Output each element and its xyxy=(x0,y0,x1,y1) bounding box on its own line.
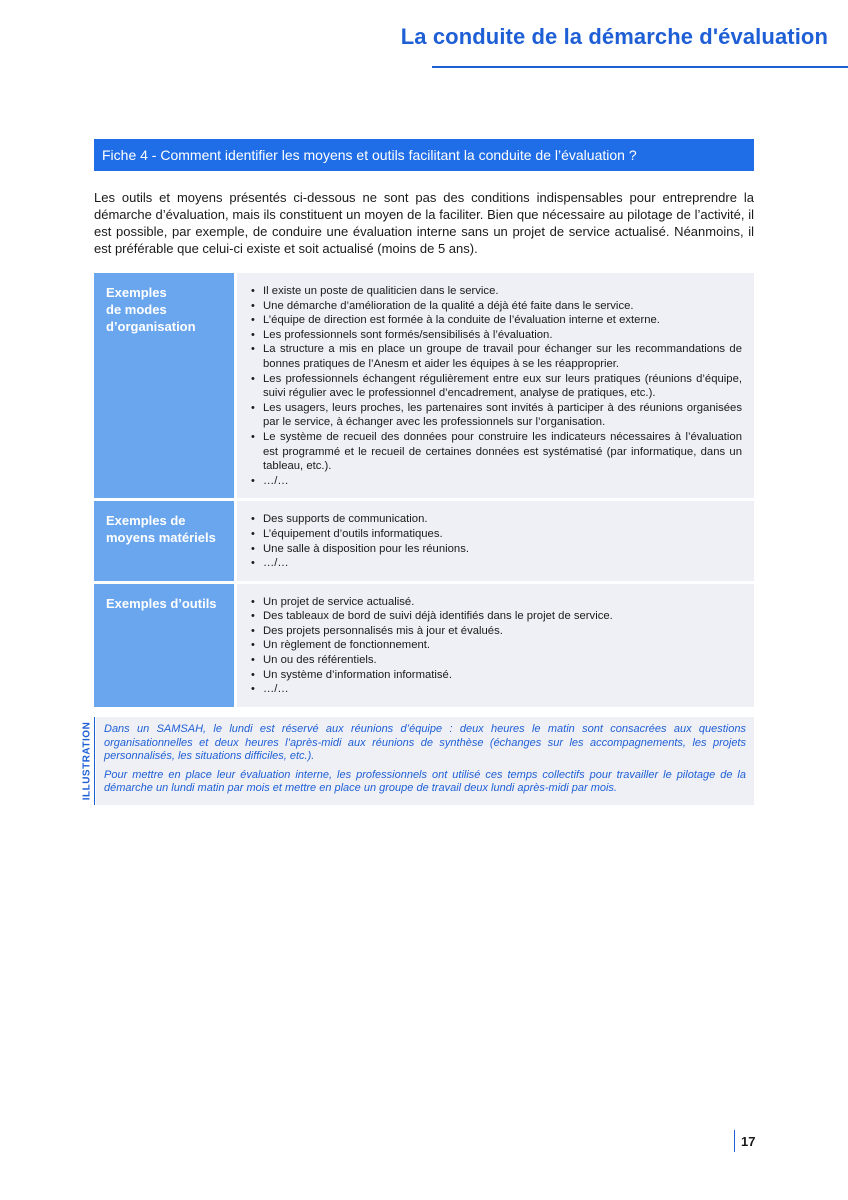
list-item: • Il existe un poste de qualiticien dans le service. xyxy=(249,284,742,299)
list-item: • Des projets personnalisés mis à jour et évalués. xyxy=(249,624,742,639)
bullet-list xyxy=(249,512,742,570)
list-item: • Le système de recueil des données pour construire les indicateurs nécessaires à l’évaluation est programmé et le recueil de certaines données est systématisé (par informatique, dans un tableau, etc.). xyxy=(249,430,742,474)
label-materiels xyxy=(94,498,234,580)
list-item: • Une démarche d’amélioration de la qualité a déjà été faite dans le service. xyxy=(249,299,742,314)
list-item: • …/… xyxy=(249,556,742,571)
list-item: • La structure a mis en place un groupe de travail pour échanger sur les recommandations de bonnes pratiques de l’Anesm et aider les équipes à se les réapproprier. xyxy=(249,342,742,371)
examples-table xyxy=(94,273,754,707)
page-number: 17 xyxy=(734,1130,755,1152)
list-item: • …/… xyxy=(249,682,742,697)
content-outils xyxy=(237,581,754,707)
label-organisation xyxy=(94,273,234,498)
row-outils xyxy=(94,581,754,707)
row-organisation xyxy=(94,273,754,498)
content-organisation xyxy=(237,273,754,498)
label-line: d’organisation xyxy=(106,319,196,334)
label-line: Exemples xyxy=(106,285,167,300)
label-line: moyens matériels xyxy=(106,530,216,546)
label-outils xyxy=(94,581,234,707)
list-item: • …/… xyxy=(249,474,742,489)
list-item: • Une salle à disposition pour les réunions. xyxy=(249,542,742,557)
bullet-list xyxy=(249,595,742,697)
list-item: • L’équipement d’outils informatiques. xyxy=(249,527,742,542)
bullet-list xyxy=(249,284,742,488)
illustration-text xyxy=(96,717,754,805)
header-rule xyxy=(432,66,848,68)
list-item: • Des supports de communication. xyxy=(249,512,742,527)
list-item: • Les usagers, leurs proches, les partenaires sont invités à participer à des réunions organisées par le service, à échanger avec les professionnels sur l’organisation. xyxy=(249,401,742,430)
list-item: • Un projet de service actualisé. xyxy=(249,595,742,610)
list-item: • Les professionnels sont formés/sensibilisés à l’évaluation. xyxy=(249,328,742,343)
label-line: Exemples d’outils xyxy=(106,595,217,611)
illustration-tag-label: ILLUSTRATION xyxy=(81,721,93,801)
list-item: • Un système d’information informatisé. xyxy=(249,668,742,683)
content-materiels xyxy=(237,498,754,580)
list-item: • Les professionnels échangent régulièrement entre eux sur leurs pratiques (réunions d’équipe, suivi régulier avec le professionnel d’encadrement, analyse de pratiques, etc.). xyxy=(249,372,742,401)
list-item: • Des tableaux de bord de suivi déjà identifiés dans le projet de service. xyxy=(249,609,742,624)
label-line: Exemples de xyxy=(106,513,186,529)
illustration-paragraph: Dans un SAMSAH, le lundi est réservé aux réunions d’équipe : deux heures le matin sont consacrées aux questions organisationnelles et deux heures l’après-midi aux réunions de synthèse (échanges sur les accompagnements, les projets personnalisés, les situations difficiles, etc.). xyxy=(104,723,746,762)
label-line: de modes xyxy=(106,302,167,317)
intro-paragraph: Les outils et moyens présentés ci-dessous ne sont pas des conditions indispensables pour entreprendre la démarche d’évaluation, mais ils constituent un moyen de la faciliter. Bien que nécessaire au pilotage de l’activité, il est possible, par exemple, de conduire une évaluation interne sans un projet de service actualisé. Néanmoins, il est préférable que celui-ci existe et soit actualisé (moins de 5 ans). xyxy=(94,190,754,256)
list-item: • Un ou des référentiels. xyxy=(249,653,742,668)
illustration-box xyxy=(80,717,754,805)
list-item: • Un règlement de fonctionnement. xyxy=(249,638,742,653)
fiche-title-banner: Fiche 4 - Comment identifier les moyens et outils facilitant la conduite de l’évaluation ? xyxy=(94,139,754,171)
list-item: • L’équipe de direction est formée à la conduite de l’évaluation interne et externe. xyxy=(249,313,742,328)
illustration-tag xyxy=(80,717,95,805)
page-header-title: La conduite de la démarche d'évaluation xyxy=(400,24,828,49)
row-materiels xyxy=(94,498,754,580)
illustration-paragraph: Pour mettre en place leur évaluation interne, les professionnels ont utilisé ces temps collectifs pour travailler le pilotage de la démarche un lundi matin par mois et mettre en place un groupe de travail deux lundi après-midi par mois. xyxy=(104,768,746,794)
